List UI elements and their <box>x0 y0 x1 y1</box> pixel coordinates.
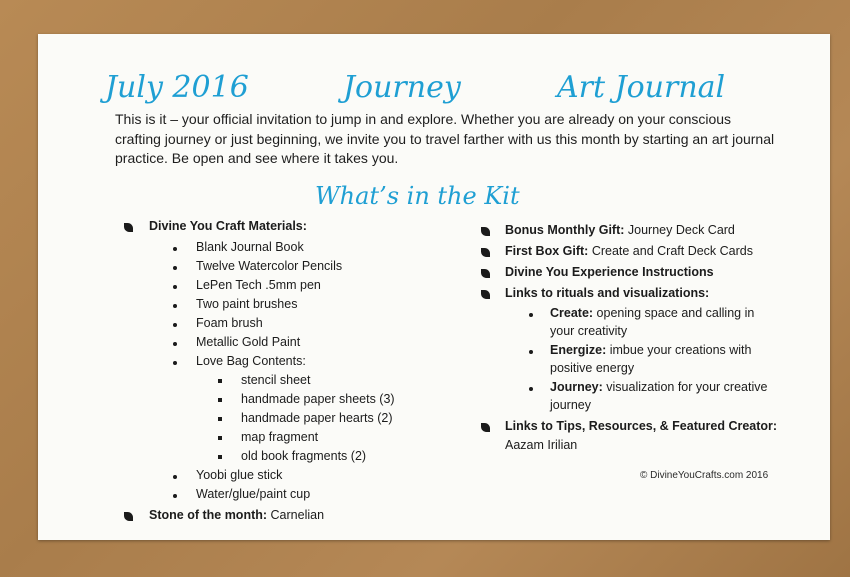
bullet-dot-icon <box>173 342 177 346</box>
copyright: © DivineYouCrafts.com 2016 <box>640 470 769 481</box>
list-item: old book fragments (2) <box>241 449 367 463</box>
bonus-line: Bonus Monthly Gift: Journey Deck Card <box>505 223 735 237</box>
theme-heading: Journey <box>343 70 461 105</box>
materials-label: Divine You Craft Materials: <box>149 219 307 233</box>
bullet-square-icon <box>218 398 222 402</box>
ritual-item: Create: opening space and calling in <box>550 306 755 320</box>
list-item: Metallic Gold Paint <box>196 335 301 349</box>
bullet-dot-icon <box>173 361 177 365</box>
ritual-item: Journey: visualization for your creative <box>550 380 768 394</box>
list-item: Twelve Watercolor Pencils <box>196 259 343 273</box>
list-item: Yoobi glue stick <box>196 468 283 482</box>
bullet-dot-icon <box>173 475 177 479</box>
leaf-bullet-icon <box>481 423 490 432</box>
bullet-square-icon <box>218 455 222 459</box>
bullet-dot-icon <box>173 323 177 327</box>
ritual-item-cont: journey <box>550 398 591 412</box>
list-item: stencil sheet <box>241 373 311 387</box>
leaf-bullet-icon <box>124 512 133 521</box>
list-item: Water/glue/paint cup <box>196 487 311 501</box>
kit-card <box>38 34 830 540</box>
first-box-line: First Box Gift: Create and Craft Deck Cards <box>505 244 753 258</box>
list-item: Love Bag Contents: <box>196 354 306 368</box>
leaf-bullet-icon <box>124 223 133 232</box>
list-item: Foam brush <box>196 316 263 330</box>
tips-label: Links to Tips, Resources, & Featured Creator: <box>505 419 778 433</box>
ritual-item-cont: positive energy <box>550 361 635 375</box>
leaf-bullet-icon <box>481 227 490 236</box>
list-item: Blank Journal Book <box>196 240 304 254</box>
list-item: handmade paper hearts (2) <box>241 411 393 425</box>
month-heading: July 2016 <box>105 70 249 105</box>
bullet-dot-icon <box>173 266 177 270</box>
bullet-square-icon <box>218 379 222 383</box>
list-item: handmade paper sheets (3) <box>241 392 395 406</box>
bullet-dot-icon <box>529 313 533 317</box>
leaf-bullet-icon <box>481 290 490 299</box>
leaf-bullet-icon <box>481 269 490 278</box>
bullet-dot-icon <box>173 247 177 251</box>
intro-paragraph: This is it – your official invitation to jump in and explore. Whether you are already on your conscious crafting journey or just beginning, we invite you to travel farther with us this month by starting an art journal practice. Be open and see where it takes you. <box>115 111 775 166</box>
bullet-square-icon <box>218 436 222 440</box>
bullet-dot-icon <box>529 387 533 391</box>
project-heading: Art Journal <box>557 70 726 105</box>
kit-title: What’s in the Kit <box>315 182 520 210</box>
bullet-dot-icon <box>173 304 177 308</box>
stone-line: Stone of the month: Carnelian <box>149 508 325 522</box>
list-item: map fragment <box>241 430 319 444</box>
bullet-dot-icon <box>173 494 177 498</box>
leaf-bullet-icon <box>481 248 490 257</box>
bullet-square-icon <box>218 417 222 421</box>
featured-creator: Aazam Irilian <box>505 438 578 452</box>
bullet-dot-icon <box>529 350 533 354</box>
links-label: Links to rituals and visualizations: <box>505 286 710 300</box>
ritual-item-cont: your creativity <box>550 324 628 338</box>
experience-line: Divine You Experience Instructions <box>505 265 714 279</box>
bullet-dot-icon <box>173 285 177 289</box>
list-item: LePen Tech .5mm pen <box>196 278 321 292</box>
ritual-item: Energize: imbue your creations with <box>550 343 752 357</box>
list-item: Two paint brushes <box>196 297 298 311</box>
